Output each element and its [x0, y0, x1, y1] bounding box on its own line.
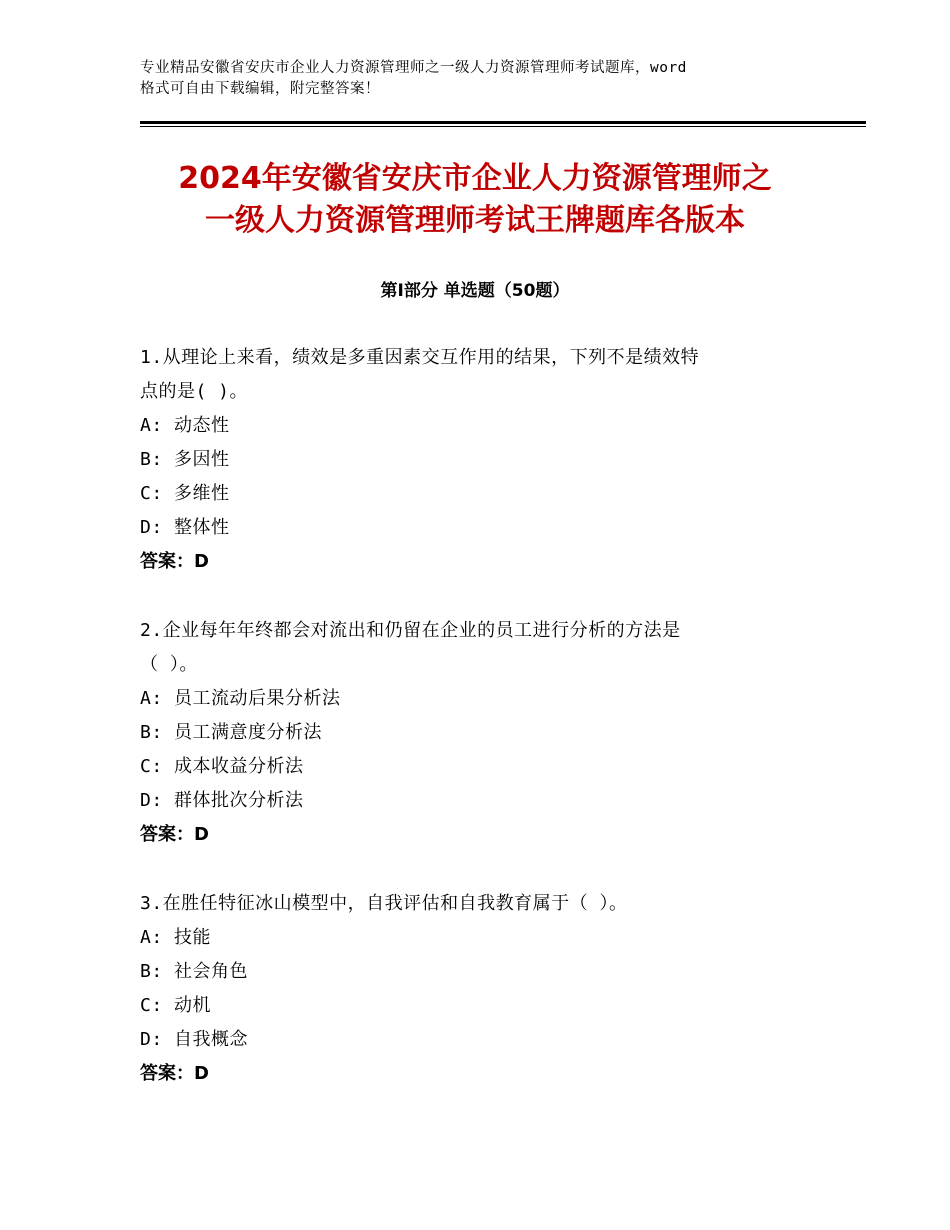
document-title [110, 158, 840, 242]
option-c: C: 多维性 [140, 483, 230, 504]
header-note [140, 58, 820, 100]
option-c: C: 成本收益分析法 [140, 756, 304, 777]
question-text-line: （ ）。 [140, 654, 198, 675]
option-d: D: 群体批次分析法 [140, 790, 304, 811]
section-title: 第Ⅰ部分 单选题（50题） [380, 281, 570, 301]
option-a: A: 员工流动后果分析法 [140, 688, 341, 709]
header-note-line-2: 格式可自由下载编辑，附完整答案！ [140, 81, 380, 97]
option-b: B: 社会角色 [140, 961, 249, 982]
header-note-line-1: 专业精品安徽省安庆市企业人力资源管理师之一级人力资源管理师考试题库，word [140, 60, 687, 76]
answer-label: 答案：D [140, 551, 209, 572]
option-b: B: 多因性 [140, 449, 230, 470]
question-block [140, 887, 840, 1091]
option-a: A: 技能 [140, 927, 212, 948]
question-block [140, 341, 840, 579]
header-rule-thick [140, 121, 866, 124]
option-c: C: 动机 [140, 995, 212, 1016]
option-d: D: 整体性 [140, 517, 230, 538]
question-text-line: 2.企业每年年终都会对流出和仍留在企业的员工进行分析的方法是 [140, 620, 681, 641]
question-text-line: 3.在胜任特征冰山模型中，自我评估和自我教育属于（ ）。 [140, 893, 628, 914]
option-d: D: 自我概念 [140, 1029, 249, 1050]
option-b: B: 员工满意度分析法 [140, 722, 323, 743]
header-rule-thin [140, 126, 866, 127]
question-block [140, 614, 840, 852]
option-a: A: 动态性 [140, 415, 230, 436]
document-title-line-1: 2024年安徽省安庆市企业人力资源管理师之 [178, 161, 772, 196]
answer-label: 答案：D [140, 1063, 209, 1084]
question-text-line: 1.从理论上来看，绩效是多重因素交互作用的结果，下列不是绩效特 [140, 347, 700, 368]
question-text-line: 点的是( )。 [140, 381, 249, 402]
document-title-line-2: 一级人力资源管理师考试王牌题库各版本 [205, 203, 745, 238]
answer-label: 答案：D [140, 824, 209, 845]
